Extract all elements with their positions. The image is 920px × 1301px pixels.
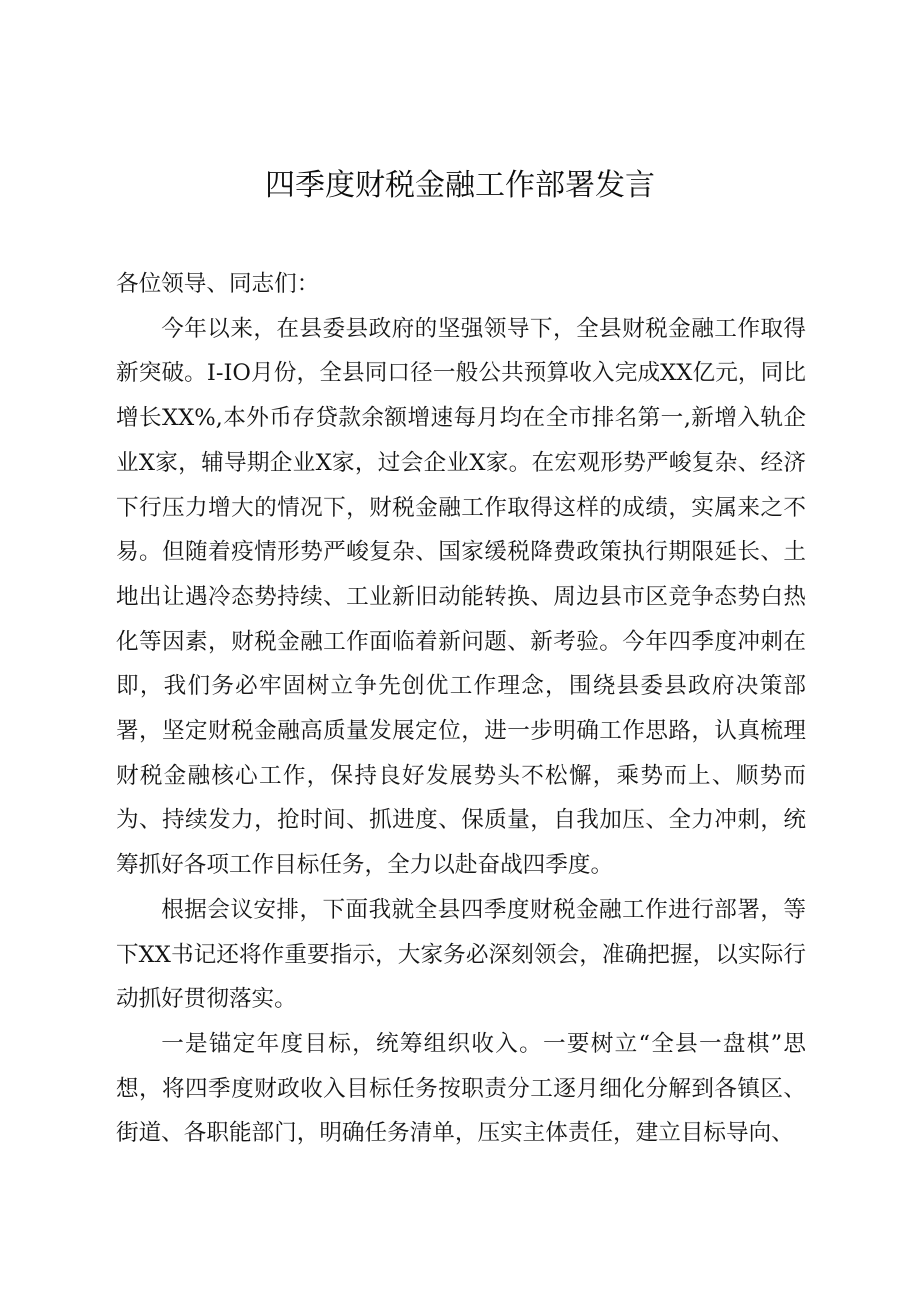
paragraph-3: 一是锚定年度目标，统筹组织收入。一要树立“全县一盘棋”思想，将四季度财政收入目标任务按职责分工逐月细化分解到各镇区、街道、各职能部门，明确任务清单，压实主体责任，建立目标导向、 (116, 1030, 806, 1147)
paragraph-1: 今年以来，在县委县政府的坚强领导下，全县财税金融工作取得新突破。I-IO月份，全县同口径一般公共预算收入完成XX亿元，同比增长XX%,本外币存贷款余额增速每月均在全市排名第一,新增入轨企业X家，辅导期企业X家，过会企业X家。在宏观形势严峻复杂、经济下行压力增大的情况下，财税金融工作取得这样的成绩，实属来之不易。但随着疫情形势严峻复杂、国家缓税降费政策执行期限延长、土地出让遇冷态势持续、工业新旧动能转换、周边县市区竞争态势白热化等因素，财税金融工作面临着新问题、新考验。今年四季度冲刺在即，我们务必牢固树立争先创优工作理念，围绕县委县政府决策部署，坚定财税金融高质量发展定位，进一步明确工作思路，认真梳理财税金融核心工作，保持良好发展势头不松懈，乘势而上、顺势而为、持续发力，抢时间、抓进度、保质量，自我加压、全力冲刺，统筹抓好各项工作目标任务，全力以赴奋战四季度。 (116, 315, 806, 879)
document-title: 四季度财税金融工作部署发言 (265, 168, 655, 203)
document-body (116, 262, 806, 1156)
paragraph-2: 根据会议安排，下面我就全县四季度财税金融工作进行部署，等下XX书记还将作重要指示，大家务必深刻领会，准确把握，以实际行动抓好贯彻落实。 (116, 896, 806, 1013)
salutation: 各位领导、同志们： (116, 271, 320, 297)
